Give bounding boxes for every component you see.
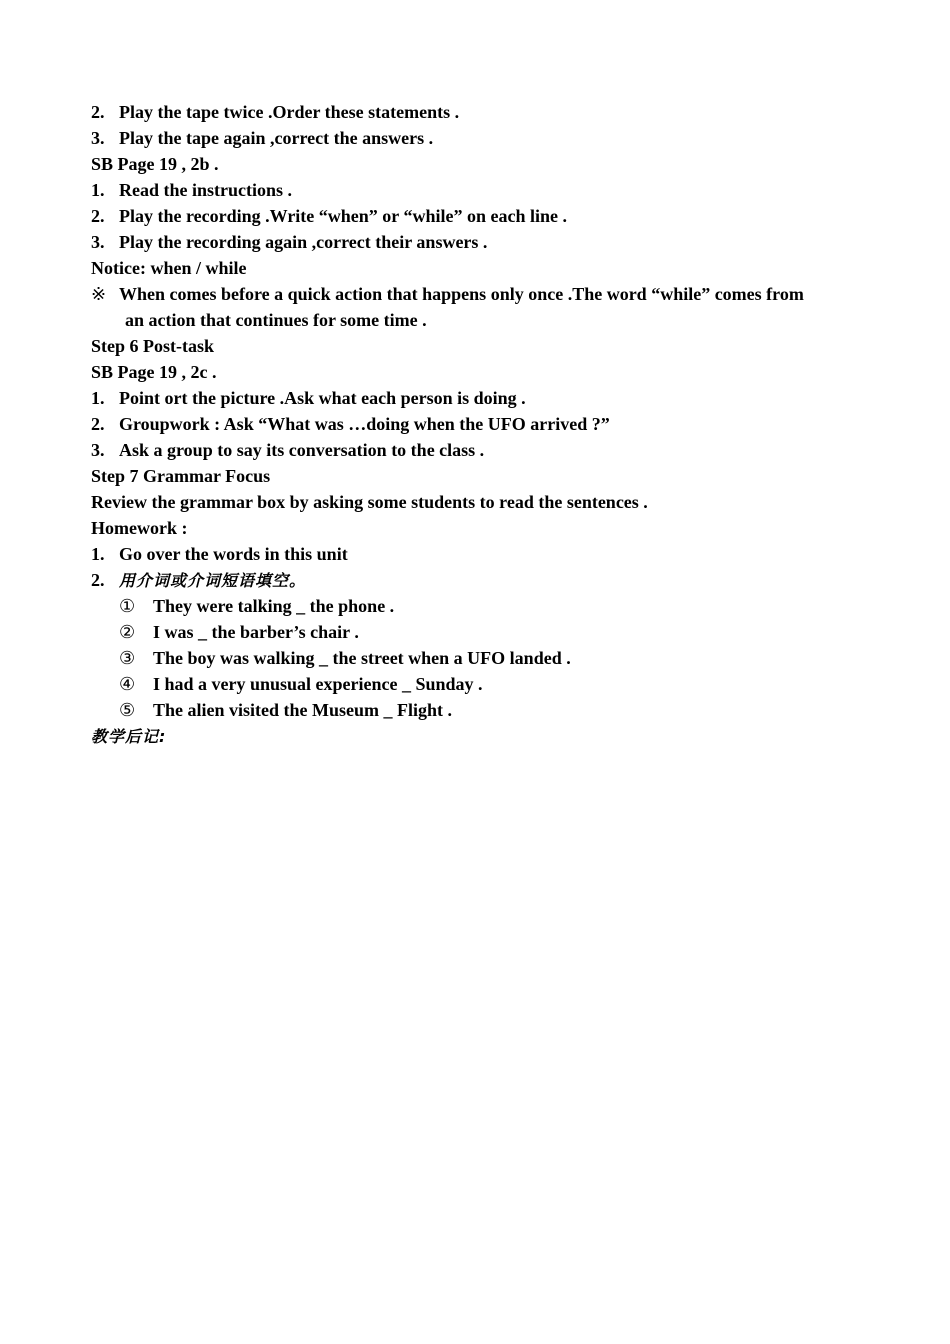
heading-text: 教学后记:	[91, 727, 167, 746]
lesson-content	[91, 99, 861, 749]
exercise-number: ③	[119, 648, 136, 668]
item-text: Play the tape again ,correct the answers .	[119, 128, 434, 148]
notice-heading	[91, 255, 861, 281]
heading-text: Step 6 Post-task	[91, 336, 215, 356]
exercise-item	[91, 671, 861, 697]
heading-text: Notice: when / while	[91, 258, 247, 278]
heading-text: Homework :	[91, 518, 188, 538]
item-number: 1.	[91, 180, 105, 200]
paragraph	[91, 489, 861, 515]
exercise-text: The boy was walking _ the street when a UFO landed .	[153, 648, 571, 668]
list-item	[91, 541, 861, 567]
list-item	[91, 385, 861, 411]
section-heading	[91, 151, 861, 177]
exercise-number: ①	[119, 596, 136, 616]
item-text: Go over the words in this unit	[119, 544, 348, 564]
list-item	[91, 437, 861, 463]
teaching-notes-heading	[91, 723, 861, 749]
item-number: 1.	[91, 388, 105, 408]
item-text: Ask a group to say its conversation to the class .	[119, 440, 485, 460]
exercise-number: ⑤	[119, 700, 136, 720]
paragraph-text: Review the grammar box by asking some students to read the sentences .	[91, 492, 648, 512]
notice-text: an action that continues for some time .	[125, 310, 427, 330]
item-text: Point ort the picture .Ask what each person is doing .	[119, 388, 526, 408]
item-number: 2.	[91, 206, 105, 226]
heading-text: SB Page 19 , 2c .	[91, 362, 217, 382]
notice-text: When comes before a quick action that happens only once .The word “while” comes from	[119, 284, 804, 304]
item-number: 2.	[91, 102, 105, 122]
list-item	[91, 203, 861, 229]
exercise-text: I was _ the barber’s chair .	[153, 622, 359, 642]
section-heading	[91, 359, 861, 385]
list-item	[91, 177, 861, 203]
list-item	[91, 125, 861, 151]
exercise-number: ②	[119, 622, 136, 642]
item-text: 用介词或介词短语填空。	[119, 571, 307, 590]
exercise-item	[91, 593, 861, 619]
list-item	[91, 229, 861, 255]
exercise-item	[91, 697, 861, 723]
exercise-text: They were talking _ the phone .	[153, 596, 395, 616]
item-number: 3.	[91, 128, 105, 148]
exercise-item	[91, 645, 861, 671]
item-text: Play the recording again ,correct their answers .	[119, 232, 488, 252]
list-item	[91, 99, 861, 125]
notice-continuation	[91, 307, 861, 333]
reference-mark-icon: ※	[91, 284, 107, 304]
section-heading	[91, 333, 861, 359]
heading-text: Step 7 Grammar Focus	[91, 466, 271, 486]
exercise-text: I had a very unusual experience _ Sunday .	[153, 674, 483, 694]
exercise-text: The alien visited the Museum _ Flight .	[153, 700, 453, 720]
item-text: Read the instructions .	[119, 180, 293, 200]
item-text: Play the recording .Write “when” or “while” on each line .	[119, 206, 567, 226]
exercise-item	[91, 619, 861, 645]
section-heading	[91, 463, 861, 489]
item-text: Play the tape twice .Order these statements .	[119, 102, 460, 122]
item-number: 2.	[91, 414, 105, 434]
item-number: 3.	[91, 440, 105, 460]
list-item	[91, 567, 861, 593]
item-number: 3.	[91, 232, 105, 252]
heading-text: SB Page 19 , 2b .	[91, 154, 219, 174]
section-heading	[91, 515, 861, 541]
notice-item	[91, 281, 861, 307]
exercise-number: ④	[119, 674, 136, 694]
item-number: 1.	[91, 544, 105, 564]
list-item	[91, 411, 861, 437]
item-text: Groupwork : Ask “What was …doing when the UFO arrived ?”	[119, 414, 610, 434]
item-number: 2.	[91, 570, 105, 590]
